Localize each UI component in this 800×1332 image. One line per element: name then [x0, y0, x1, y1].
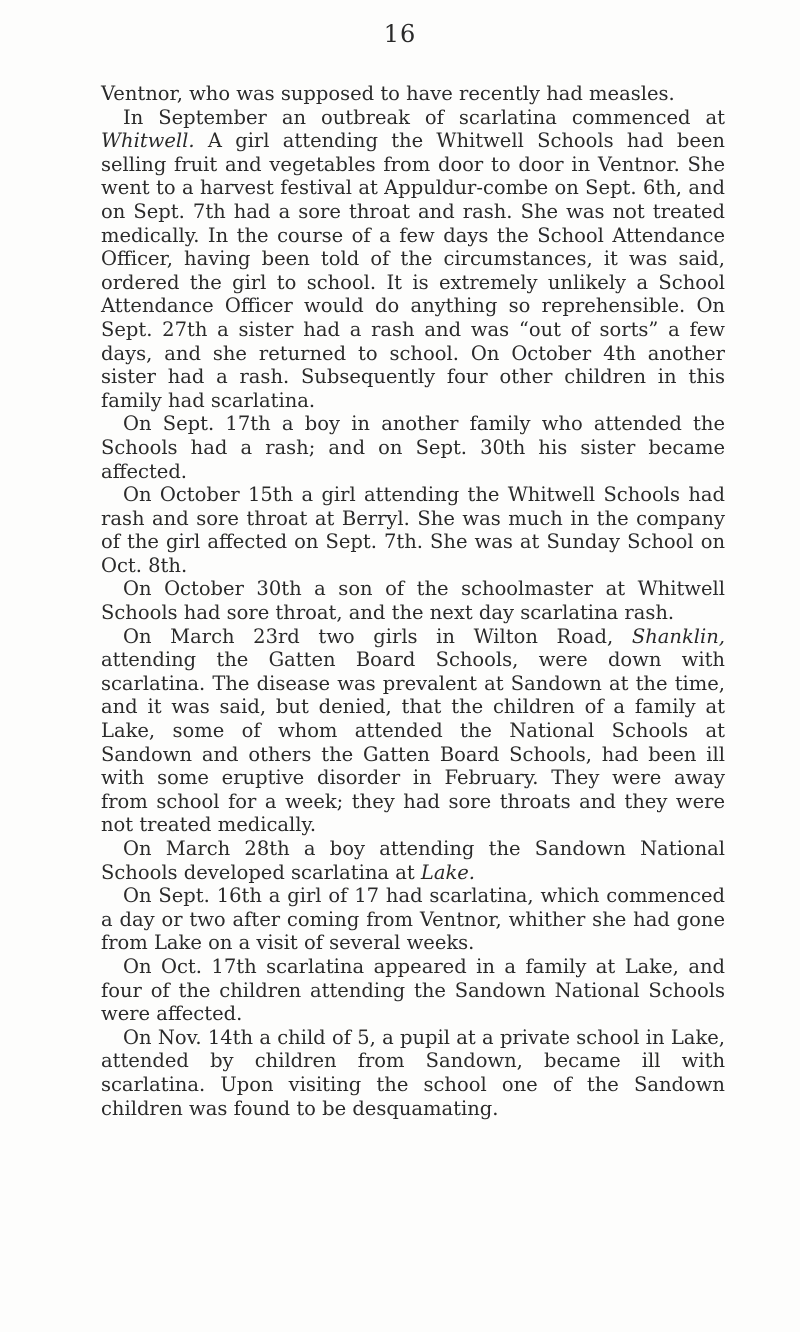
- paragraph: [101, 1026, 725, 1120]
- paragraph: [101, 106, 725, 413]
- text-segment: A girl attending the Whitwell Schools had been selling fruit and vegetables from door to door in Ventnor. She went to a harvest festival at Appuldur-combe on Sept. 6th, and on Sept. 7th had a sore throat and rash. She was not treated medically. In the course of a few days the School Attendance Officer, having been told of the circumstances, it was said, ordered the girl to school. It is extremely unlikely a School Attendance Officer would do anything so reprehensible. On Sept. 27th a sister had a rash and was “out of sorts” a few days, and she returned to school. On October 4th another sister had a rash. Subsequently four other children in this family had scarlatina.: [101, 129, 725, 412]
- page-number: 16: [383, 20, 417, 48]
- text-segment: On Sept. 16th a girl of 17 had scarlatina, which commenced a day or two after coming from Ventnor, whither she had gone from Lake on a visit of several weeks.: [101, 884, 725, 955]
- italic-place-name: Whitwell.: [101, 129, 195, 153]
- text-segment: On Nov. 14th a child of 5, a pupil at a private school in Lake, attended by children from Sandown, became ill with scarlatina. Upon visiting the school one of the Sandown children was found to be desquamating.: [101, 1025, 725, 1120]
- paragraph: [101, 837, 725, 884]
- italic-place-name: Lake.: [420, 860, 476, 884]
- paragraph: [101, 483, 725, 577]
- paragraph: [101, 625, 725, 837]
- text-segment: Ventnor, who was supposed to have recently had measles.: [101, 82, 675, 105]
- paragraph: [101, 955, 725, 1026]
- text-segment: On Oct. 17th scarlatina appeared in a family at Lake, and four of the children attending the Sandown National Schools were affected.: [101, 954, 725, 1026]
- text-segment: attending the Gatten Board Schools, were down with scarlatina. The disease was prevalent at Sandown at the time, and it was said, but denied, that the children of a family at Lake, some of whom attended the National Schools at Sandown and others the Gatten Board Schools, had been ill with some eruptive disorder in February. They were away from school for a week; they had sore throats and they were not treated medically.: [101, 648, 725, 837]
- paragraph: [101, 577, 725, 624]
- italic-place-name: Shanklin,: [631, 624, 725, 648]
- text-segment: On Sept. 17th a boy in another family who attended the Schools had a rash; and on Sept. 30th his sister became affected.: [101, 412, 725, 483]
- body-text: [101, 82, 725, 1120]
- text-segment: In September an outbreak of scarlatina commenced at: [123, 105, 725, 129]
- text-segment: On October 15th a girl attending the Whitwell Schools had rash and sore throat at Berryl. She was much in the company of the girl affected on Sept. 7th. She was at Sunday School on Oct. 8th.: [101, 483, 725, 577]
- text-segment: On March 28th a boy attending the Sandown National Schools developed scarlatina at: [101, 837, 725, 884]
- text-segment: On October 30th a son of the schoolmaster at Whitwell Schools had sore throat, and the next day scarlatina rash.: [101, 577, 725, 625]
- paragraph: [101, 884, 725, 955]
- paragraph: [101, 412, 725, 483]
- text-segment: On March 23rd two girls in Wilton Road,: [123, 624, 632, 648]
- paragraph: [101, 82, 725, 106]
